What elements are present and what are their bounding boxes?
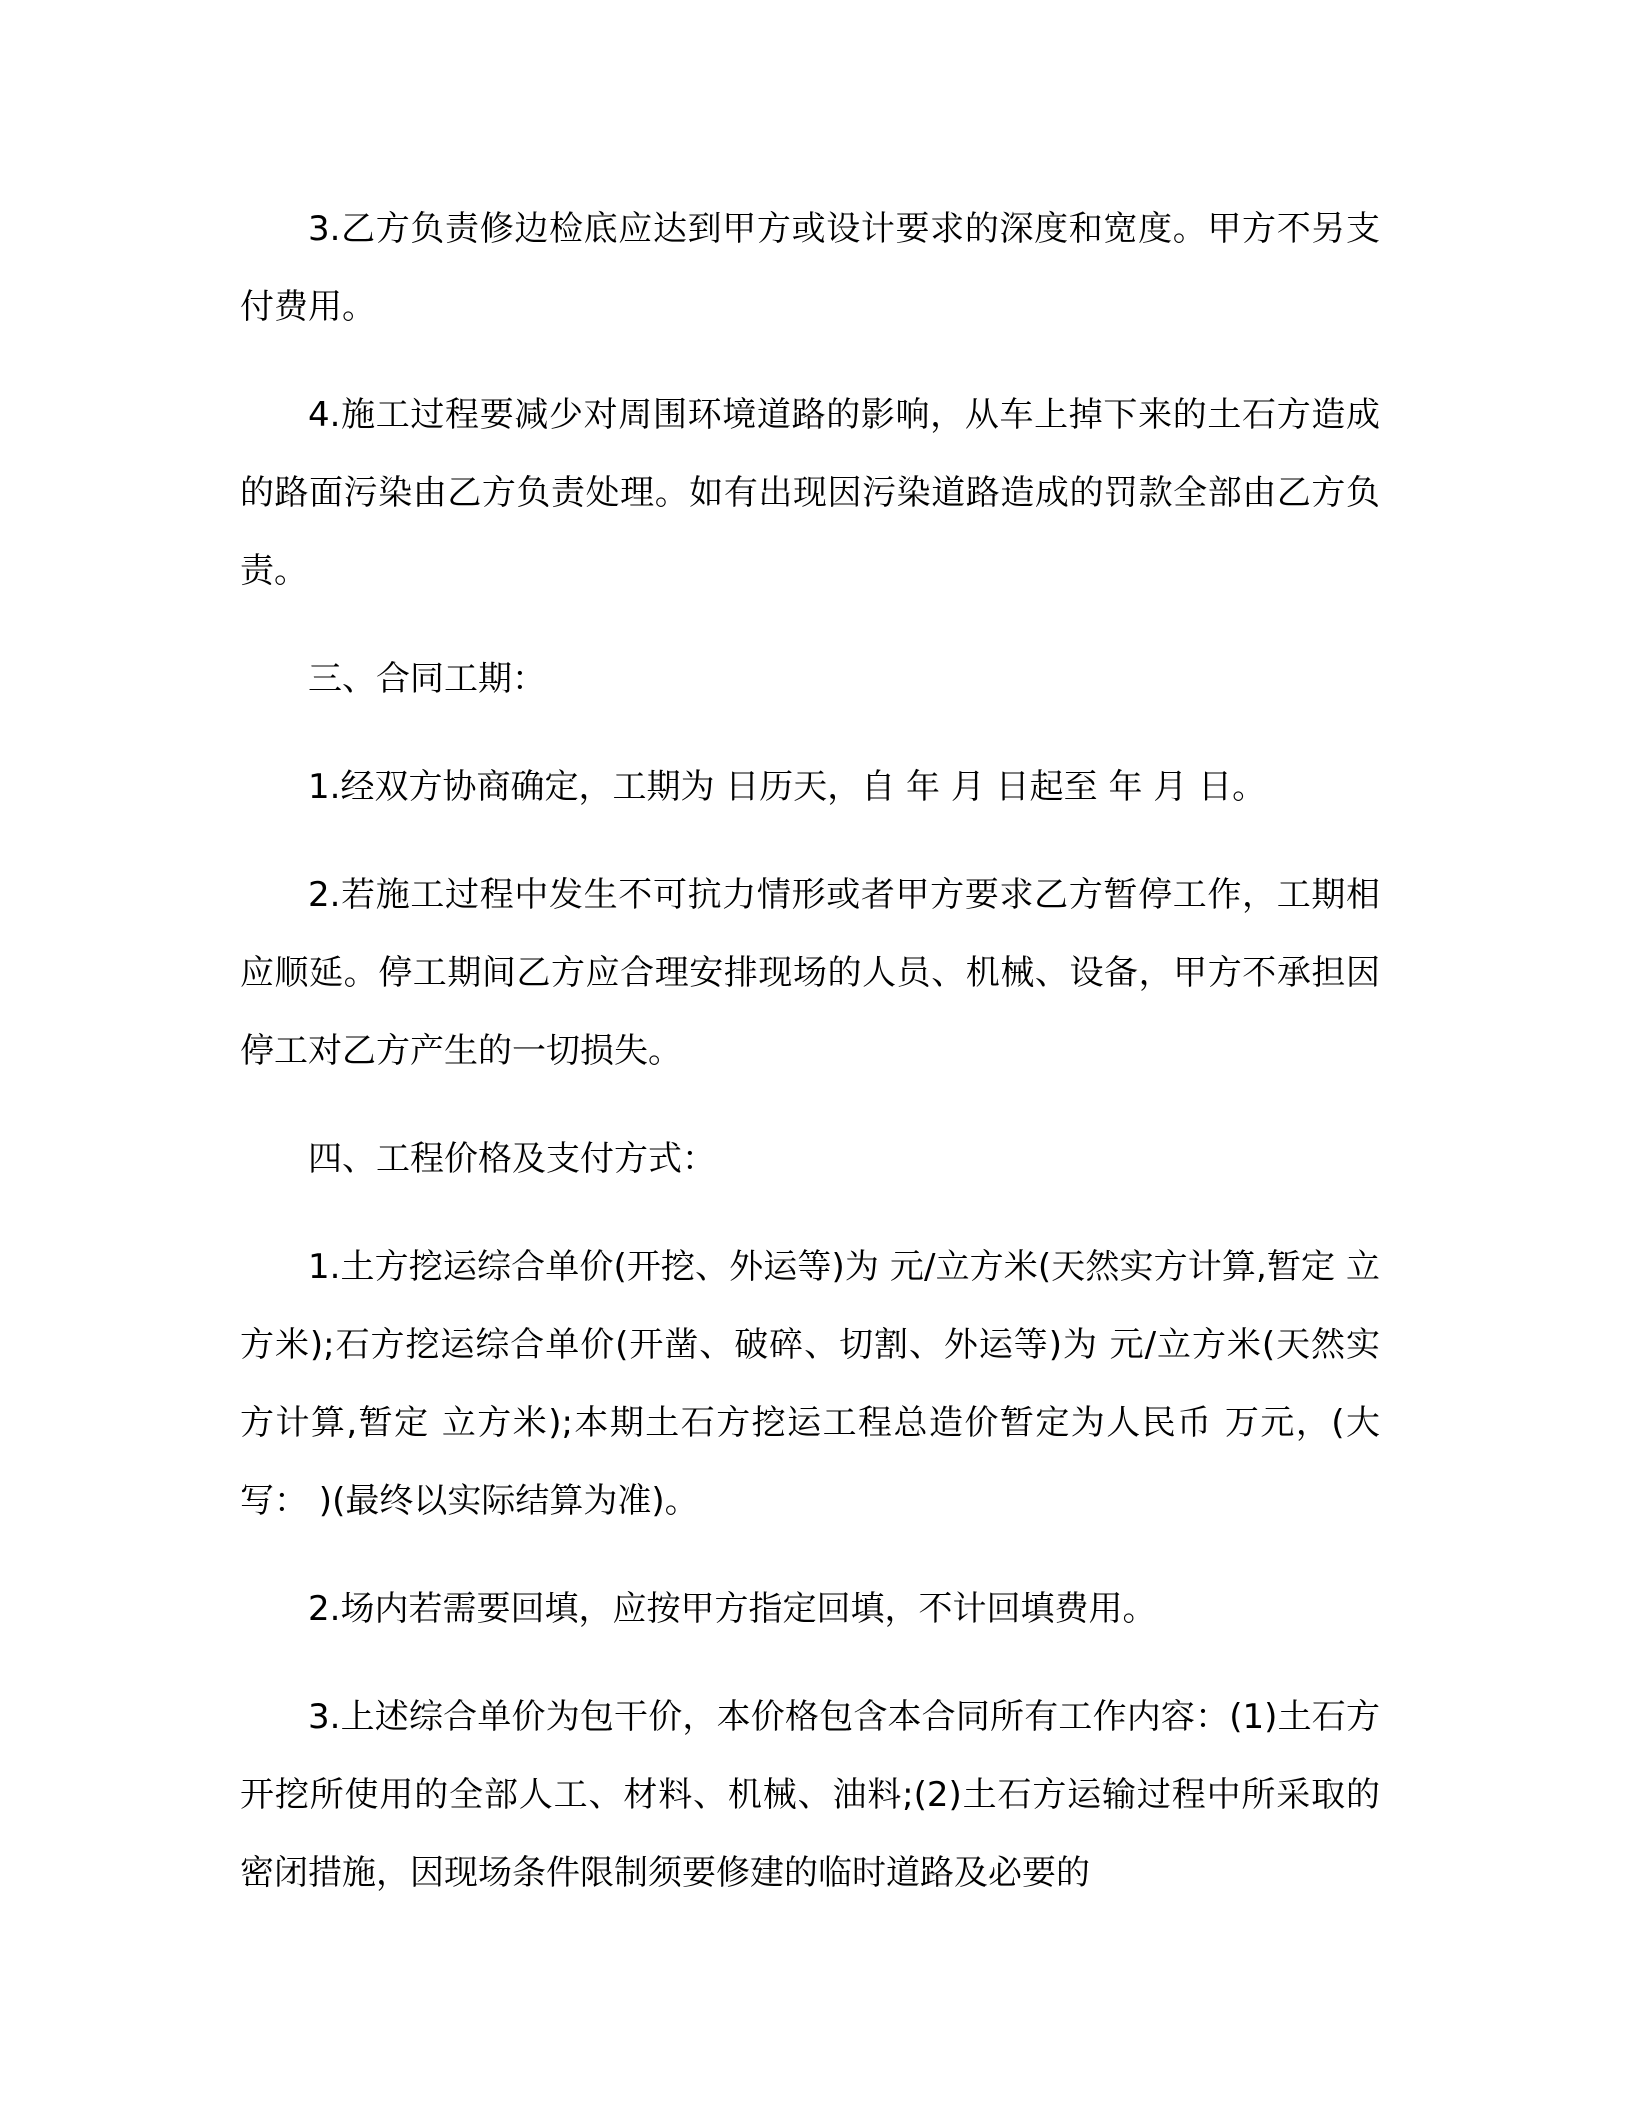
clause-2-3-paragraph: 3.乙方负责修边检底应达到甲方或设计要求的深度和宽度。甲方不另支付费用。	[240, 209, 1380, 327]
clause-4-2-paragraph: 2.场内若需要回填，应按甲方指定回填，不计回填费用。	[308, 1589, 1157, 1629]
clause-3-2-paragraph: 2.若施工过程中发生不可抗力情形或者甲方要求乙方暂停工作，工期相应顺延。停工期间乙方应合理安排现场的人员、机械、设备，甲方不承担因停工对乙方产生的一切损失。	[240, 875, 1380, 1071]
section-4-heading: 四、工程价格及支付方式：	[308, 1139, 716, 1179]
document-page	[240, 190, 1380, 1942]
section-3-heading: 三、合同工期：	[308, 659, 546, 699]
clause-4-3-paragraph: 3.上述综合单价为包干价，本价格包含本合同所有工作内容：(1)土石方开挖所使用的全部人工、材料、机械、油料;(2)土石方运输过程中所采取的密闭措施，因现场条件限制须要修建的临时道路及必要的	[240, 1697, 1380, 1893]
clause-4-1-paragraph: 1.土方挖运综合单价(开挖、外运等)为 元/立方米(天然实方计算,暂定 立方米);石方挖运综合单价(开凿、破碎、切割、外运等)为 元/立方米(天然实方计算,暂定 立方米);本期土石方挖运工程总造价暂定为人民币 万元，(大写： )(最终以实际结算为准)。	[240, 1247, 1380, 1521]
clause-3-1-paragraph: 1.经双方协商确定，工期为 日历天，自 年 月 日起至 年 月 日。	[308, 767, 1267, 807]
clause-2-4-paragraph: 4.施工过程要减少对周围环境道路的影响，从车上掉下来的土石方造成的路面污染由乙方负责处理。如有出现因污染道路造成的罚款全部由乙方负责。	[240, 395, 1380, 591]
